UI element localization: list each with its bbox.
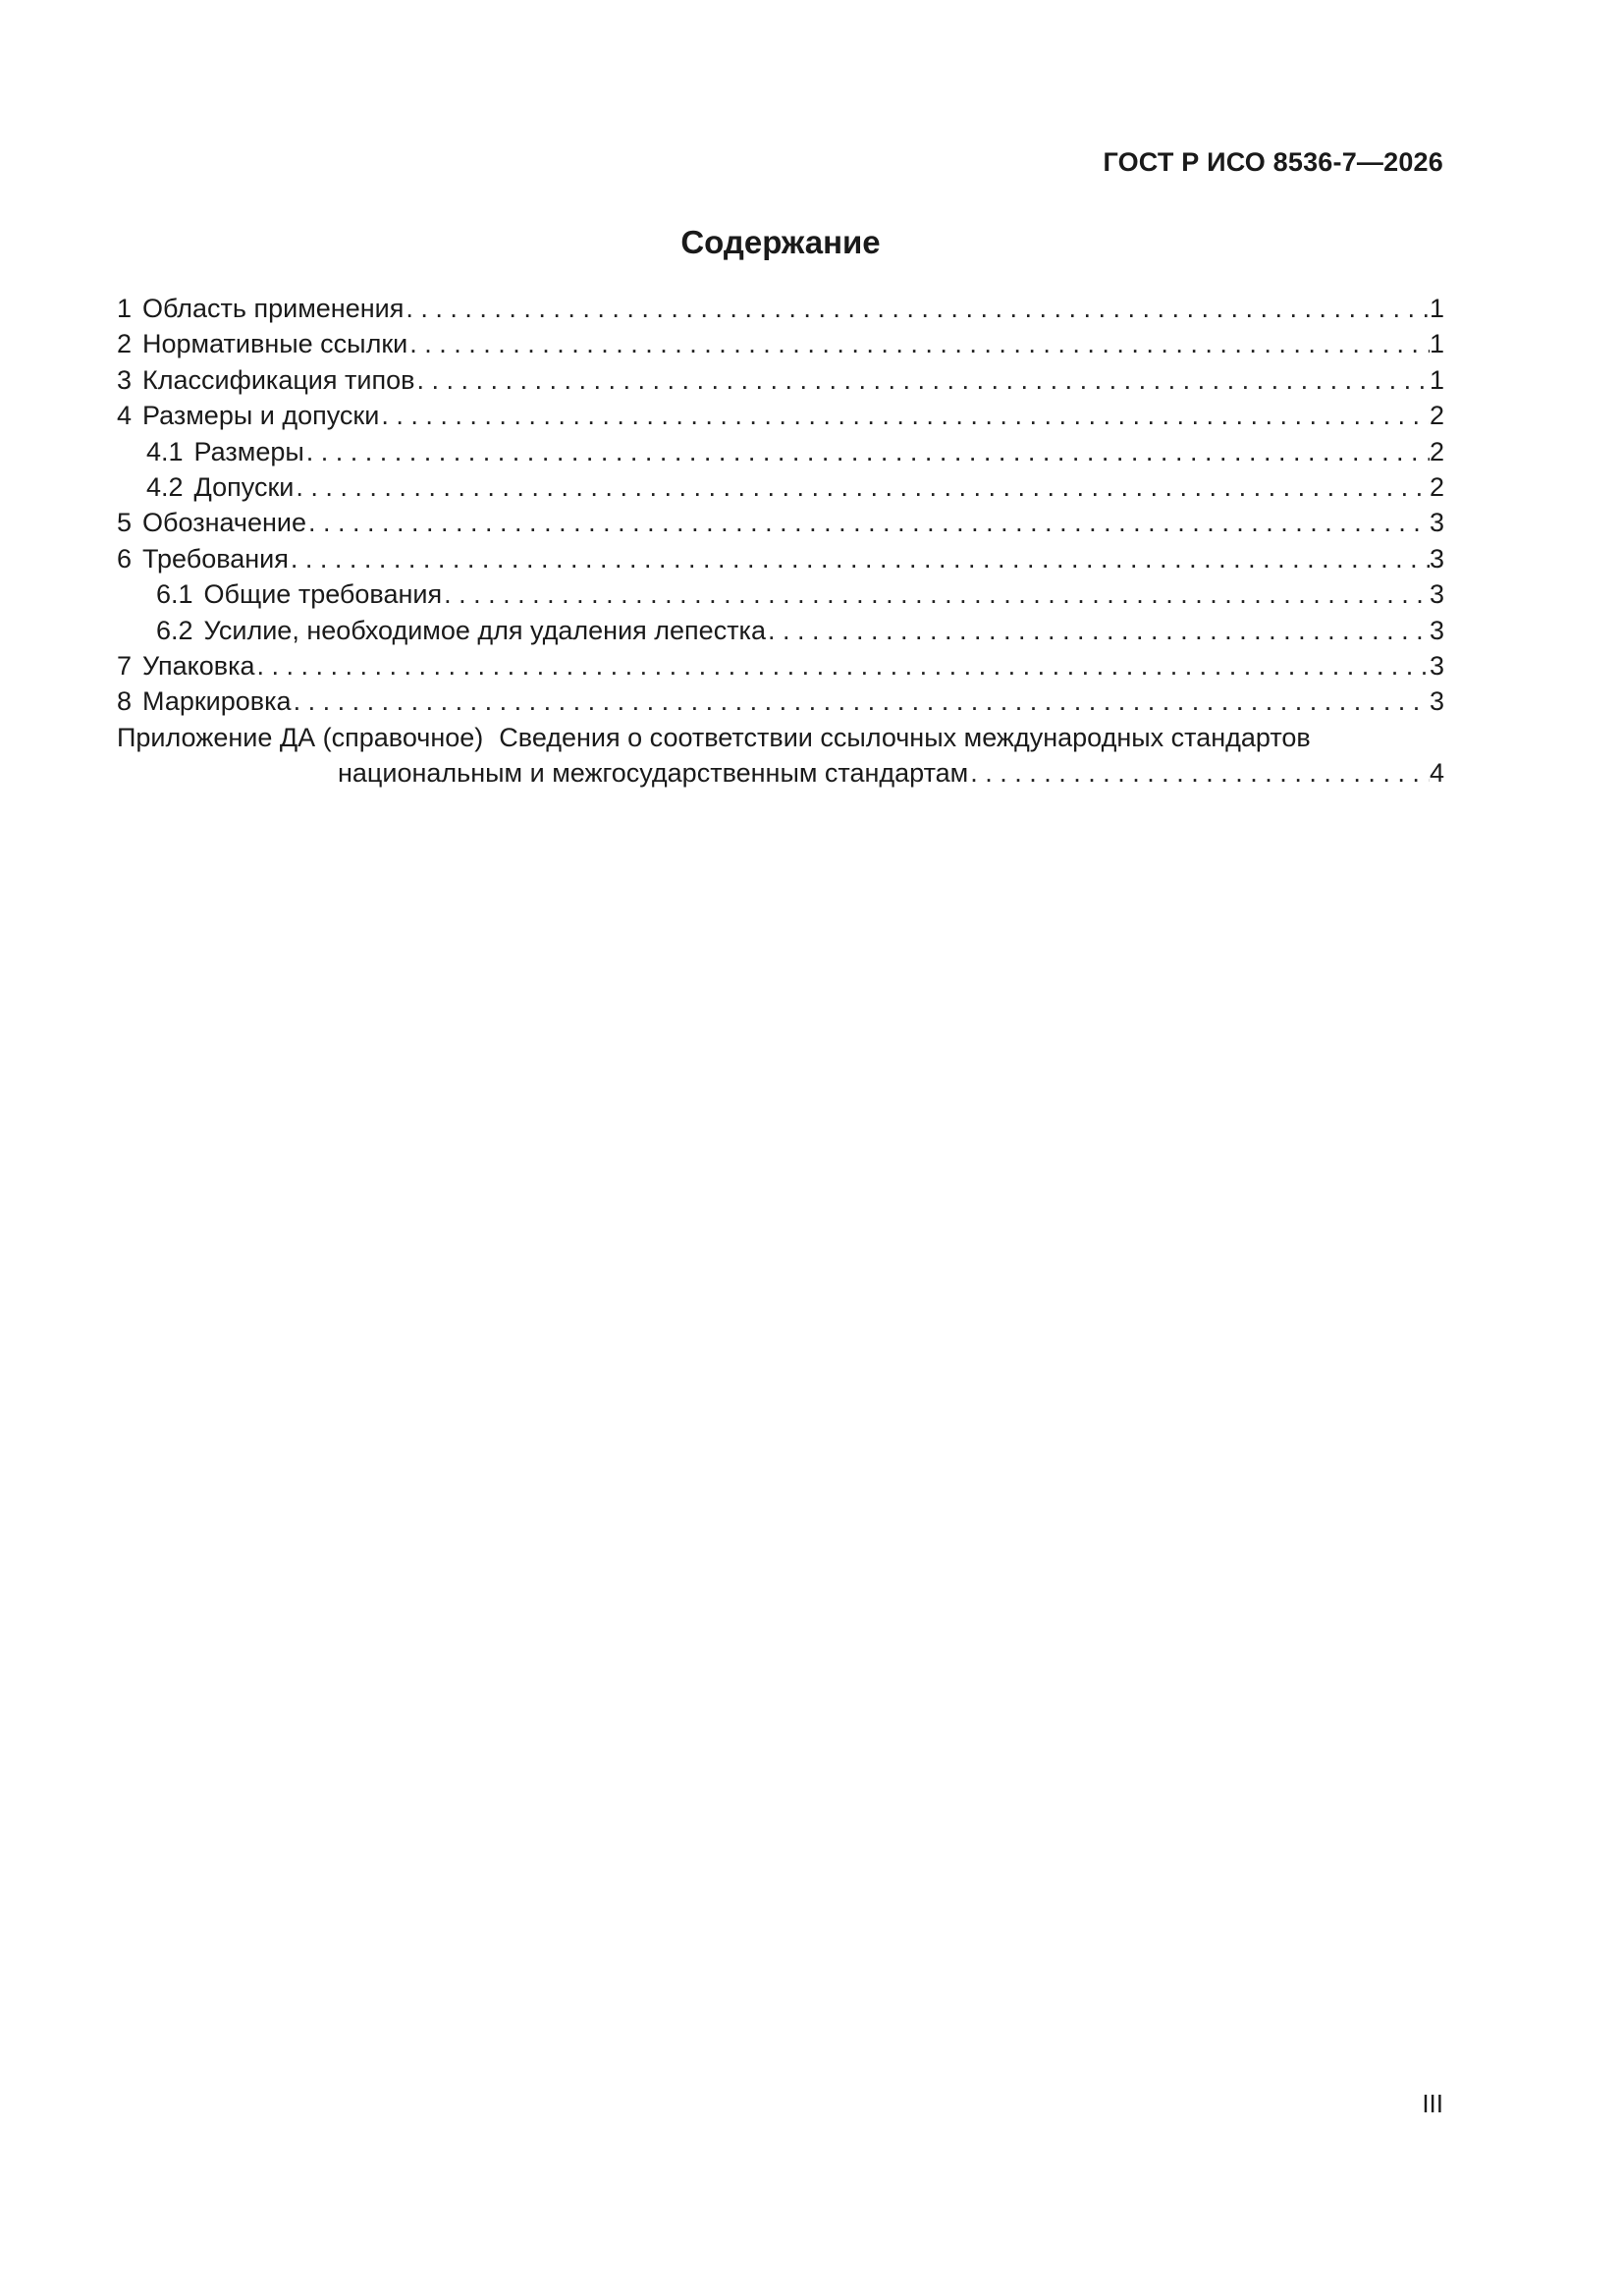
- toc-item[interactable]: [117, 505, 1444, 540]
- toc-item-number: 6.1: [156, 579, 193, 610]
- annex-title-line1: Сведения о соответствии ссылочных международных стандартов: [499, 722, 1311, 752]
- toc-item-number: 6.2: [156, 615, 193, 645]
- document-code: ГОСТ Р ИСО 8536-7—2026: [1103, 147, 1443, 177]
- toc-item-page: 2: [1429, 436, 1444, 466]
- toc-item-page: 1: [1429, 294, 1444, 323]
- toc-item-page: 1: [1429, 329, 1444, 359]
- toc-item-page: 3: [1429, 508, 1444, 538]
- toc-item-page: 3: [1429, 543, 1444, 574]
- toc-subitem[interactable]: [117, 576, 1444, 612]
- toc-item-label: Классификация типов: [142, 364, 415, 395]
- toc-item-number: 5: [117, 508, 133, 538]
- toc-title: Содержание: [680, 224, 881, 260]
- toc-item-page: 3: [1429, 650, 1444, 681]
- toc-item-page: 3: [1429, 686, 1444, 717]
- page-number: III: [1422, 2089, 1443, 2118]
- annex-title-line2: национальным и межгосударственным стандартам: [338, 758, 969, 789]
- toc-subitem[interactable]: [117, 434, 1444, 469]
- toc-item-page: 1: [1429, 364, 1444, 395]
- toc-item[interactable]: [117, 541, 1444, 576]
- toc-annex[interactable]: [117, 720, 1444, 755]
- toc-item-label: Обозначение: [142, 508, 307, 538]
- toc-item-label: Упаковка: [142, 650, 255, 681]
- dot-leader: [306, 505, 1430, 540]
- toc-item[interactable]: [117, 291, 1444, 326]
- toc-item-label: Размеры и допуски: [142, 401, 380, 431]
- toc-item[interactable]: [117, 398, 1444, 433]
- dot-leader: [442, 576, 1430, 612]
- dot-leader: [255, 648, 1430, 683]
- toc-item-number: 6: [117, 543, 133, 574]
- toc-item-number: 1: [117, 294, 133, 323]
- toc-annex-continuation[interactable]: [117, 755, 1444, 791]
- dot-leader: [968, 755, 1430, 791]
- toc-subitem[interactable]: [117, 469, 1444, 505]
- toc-item-number: 4.2: [146, 471, 184, 502]
- toc-item-page: 2: [1429, 471, 1444, 502]
- annex-designation: Приложение ДА (справочное): [117, 722, 484, 752]
- dot-leader: [379, 398, 1430, 433]
- dot-leader: [294, 469, 1430, 505]
- dot-leader: [292, 683, 1430, 719]
- toc-item-page: 3: [1429, 579, 1444, 610]
- toc-item-label: Нормативные ссылки: [142, 329, 408, 359]
- dot-leader: [404, 291, 1430, 326]
- toc-item-page: 3: [1429, 615, 1444, 645]
- dot-leader: [289, 541, 1430, 576]
- toc-item-number: 3: [117, 364, 133, 395]
- toc-item-number: 8: [117, 686, 133, 717]
- toc-item-label: Размеры: [193, 436, 304, 466]
- toc-item-page: 4: [1429, 758, 1444, 789]
- table-of-contents: [117, 291, 1444, 791]
- toc-item[interactable]: [117, 683, 1444, 719]
- toc-item-number: 2: [117, 329, 133, 359]
- toc-item-number: 4.1: [146, 436, 184, 466]
- toc-item-page: 2: [1429, 401, 1444, 431]
- toc-item[interactable]: [117, 648, 1444, 683]
- toc-item-number: 4: [117, 401, 133, 431]
- toc-item-number: 7: [117, 650, 133, 681]
- dot-leader: [407, 326, 1430, 361]
- dot-leader: [304, 434, 1430, 469]
- toc-item-label: Усилие, необходимое для удаления лепестка: [203, 615, 766, 645]
- toc-item[interactable]: [117, 326, 1444, 361]
- toc-item-label: Область применения: [142, 294, 405, 323]
- toc-item[interactable]: [117, 362, 1444, 398]
- dot-leader: [414, 362, 1430, 398]
- toc-item-label: Требования: [142, 543, 289, 574]
- toc-item-label: Допуски: [193, 471, 295, 502]
- toc-subitem[interactable]: [117, 613, 1444, 648]
- dot-leader: [766, 613, 1430, 648]
- toc-item-label: Маркировка: [142, 686, 292, 717]
- toc-item-label: Общие требования: [203, 579, 443, 610]
